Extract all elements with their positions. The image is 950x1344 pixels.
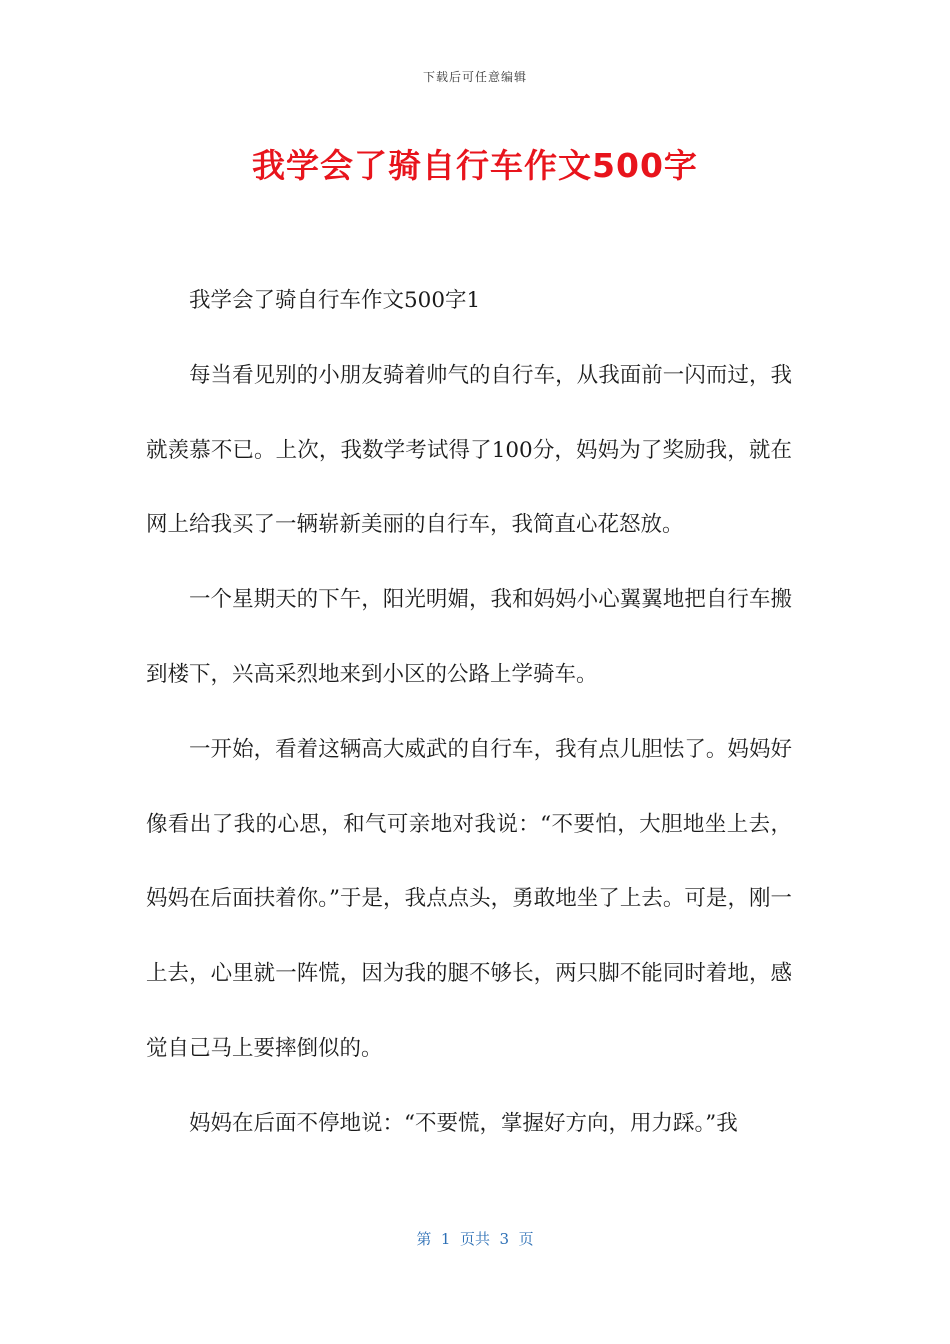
document-title: 我学会了骑自行车作文500字 (252, 146, 698, 185)
paragraph: 一个星期天的下午，阳光明媚，我和妈妈小心翼翼地把自行车搬到楼下，兴高采烈地来到小区的公路上学骑车。 (146, 587, 792, 687)
paragraph-subtitle: 我学会了骑自行车作文500字1 (189, 288, 481, 313)
header-note: 下载后可任意编辑 (422, 70, 527, 84)
page-footer: 第 1 页共 3 页 (416, 1230, 534, 1248)
paragraph: 一开始，看着这辆高大威武的自行车，我有点儿胆怯了。妈妈好像看出了我的心思，和气可亲地对我说：“不要怕，大胆地坐上去，妈妈在后面扶着你。”于是，我点点头，勇敢地坐了上去。可是，刚一上去，心里就一阵慌，因为我的腿不够长，两只脚不能同时着地，感觉自己马上要摔倒似的。 (146, 736, 792, 1061)
paragraph: 妈妈在后面不停地说：“不要慌，掌握好方向，用力踩。”我 (189, 1110, 738, 1136)
article-body (146, 264, 792, 1162)
paragraph: 每当看见别的小朋友骑着帅气的自行车，从我面前一闪而过，我就羡慕不已。上次，我数学考试得了100分，妈妈为了奖励我，就在网上给我买了一辆崭新美丽的自行车，我简直心花怒放。 (146, 362, 792, 538)
